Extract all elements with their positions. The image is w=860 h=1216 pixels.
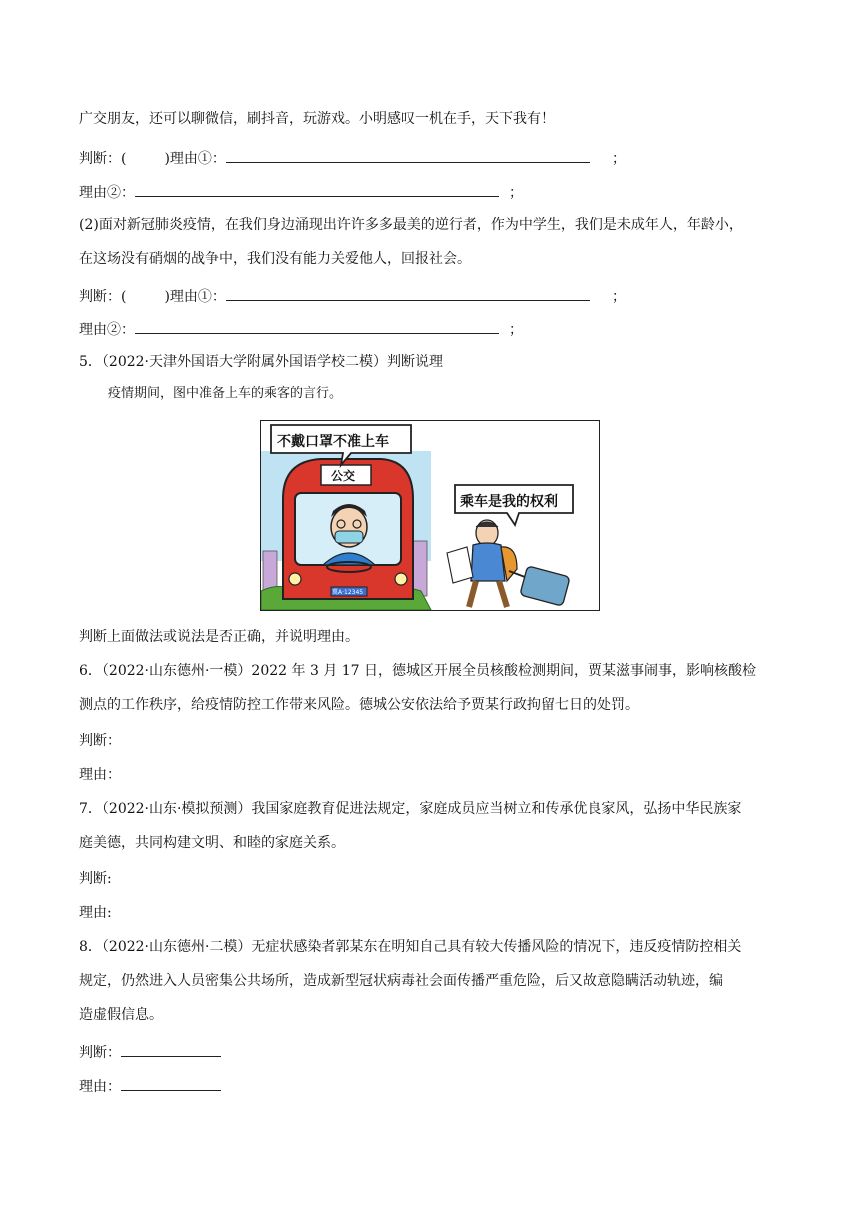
reason-label: 理由： xyxy=(79,1079,121,1095)
answer-blank[interactable] xyxy=(226,147,590,163)
q5-title: 5．（2022·天津外国语大学附属外国语学校二模）判断说理 xyxy=(79,354,443,370)
q7-text: 7．（2022·山东·模拟预测）我国家庭教育促进法规定，家庭成员应当树立和传承优良家风，弘扬中华民族家 xyxy=(79,801,742,817)
q1-reason2-line xyxy=(79,181,523,203)
q5-question: 判断上面做法或说法是否正确，并说明理由。 xyxy=(79,629,359,645)
bus-illustration xyxy=(260,420,600,611)
semicolon: ； xyxy=(509,322,523,338)
bubble-right-text: 乘车是我的权利 xyxy=(460,494,558,510)
answer-blank[interactable] xyxy=(135,181,499,197)
answer-blank[interactable] xyxy=(226,285,590,301)
judge-label: 判断：( xyxy=(79,289,127,305)
license-plate: 冀A·12345 xyxy=(332,589,364,596)
q6-text: 6．（2022·山东德州·一模）2022 年 3 月 17 日，德城区开展全员核酸检测期间，贾某滋事闹事，影响核酸检 xyxy=(79,663,757,679)
bus-sign-text: 公交 xyxy=(331,469,356,483)
reason1-label: )理由①： xyxy=(164,289,226,305)
q1-judge-line xyxy=(79,147,626,169)
q8-judge-line xyxy=(79,1041,221,1063)
q2-reason2-line xyxy=(79,318,523,340)
answer-blank[interactable] xyxy=(121,1075,221,1091)
q8-text: 造虚假信息。 xyxy=(79,1007,163,1023)
q8-text: 8．（2022·山东德州·二模）无症状感染者郭某东在明知自己具有较大传播风险的情况下，违反疫情防控相关 xyxy=(79,939,742,955)
bubble-left-text: 不戴口罩不准上车 xyxy=(277,434,389,450)
q6-judge: 判断： xyxy=(79,733,121,749)
q6-reason: 理由： xyxy=(79,767,121,783)
semicolon: ； xyxy=(509,185,523,201)
judge-label: 判断：( xyxy=(79,151,127,167)
semicolon: ； xyxy=(611,289,626,305)
q2-text: 在这场没有硝烟的战争中，我们没有能力关爱他人，回报社会。 xyxy=(79,251,471,267)
q7-text: 庭美德，共同构建文明、和睦的家庭关系。 xyxy=(79,835,345,851)
q7-judge: 判断: xyxy=(79,871,112,887)
q2-judge-line xyxy=(79,285,626,307)
q5-intro: 疫情期间，图中准备上车的乘客的言行。 xyxy=(108,386,343,401)
answer-blank[interactable] xyxy=(121,1041,221,1057)
q7-reason: 理由: xyxy=(79,905,112,921)
q6-text: 测点的工作秩序，给疫情防控工作带来风险。德城公安依法给予贾某行政拘留七日的处罚。 xyxy=(79,697,639,713)
reason2-label: 理由②： xyxy=(79,322,135,338)
judge-label: 判断： xyxy=(79,1045,121,1061)
q8-text: 规定，仍然进入人员密集公共场所，造成新型冠状病毒社会面传播严重危险，后又故意隐瞒活动轨迹，编 xyxy=(79,973,723,989)
reason2-label: 理由②： xyxy=(79,185,135,201)
text-line: 广交朋友，还可以聊微信，刷抖音，玩游戏。小明感叹一机在手，天下我有！ xyxy=(79,111,555,127)
q2-text: (2)面对新冠肺炎疫情，在我们身边涌现出许许多多最美的逆行者，作为中学生，我们是未成年人，年龄小， xyxy=(79,217,743,233)
q8-reason-line xyxy=(79,1075,221,1097)
answer-blank[interactable] xyxy=(135,318,499,334)
semicolon: ； xyxy=(611,151,626,167)
reason1-label: )理由①： xyxy=(164,151,226,167)
